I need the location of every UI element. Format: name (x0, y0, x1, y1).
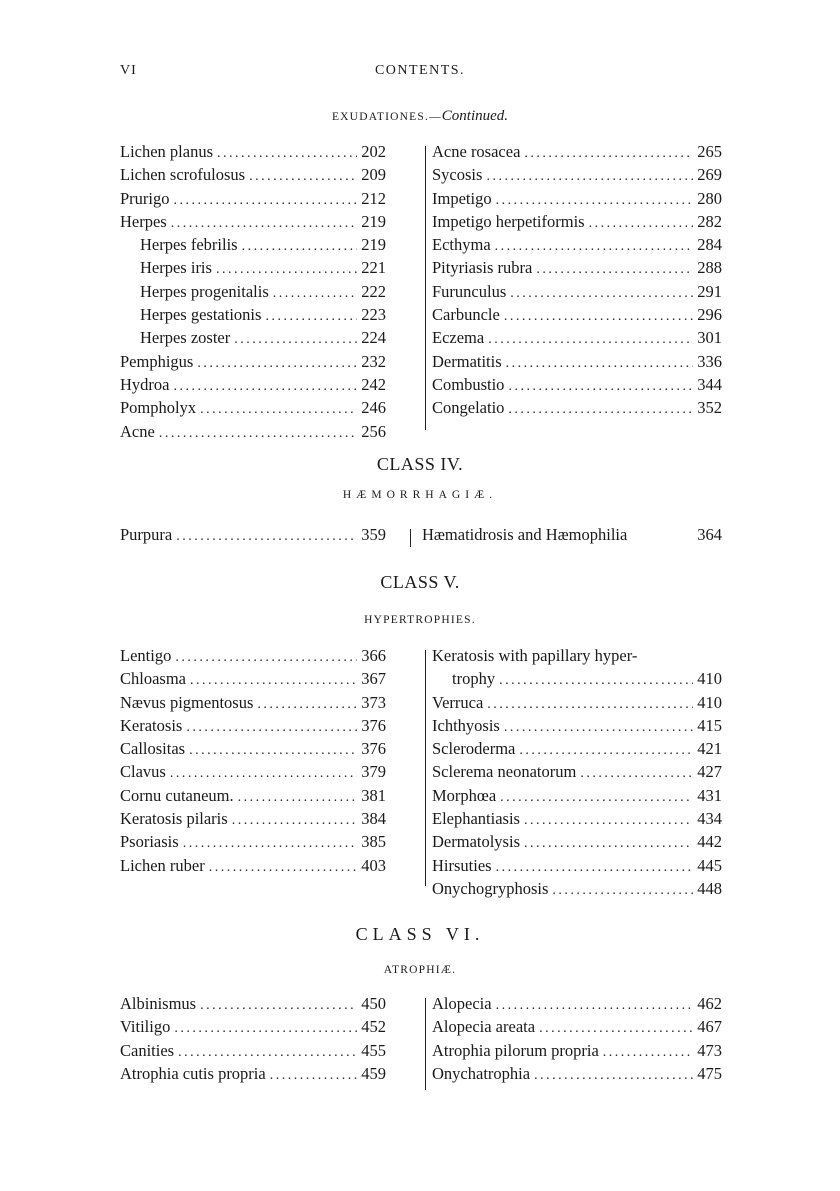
entry-page: 384 (361, 809, 386, 829)
entry-label: Clavus (120, 762, 166, 782)
leader-dots (524, 832, 693, 852)
entry-label: Keratosis with papillary hyper- (432, 646, 638, 665)
entry-label: Ichthyosis (432, 715, 500, 735)
leader-dots (171, 212, 358, 232)
entry-label: Atrophia cutis propria (120, 1063, 266, 1083)
entry-page: 442 (697, 832, 722, 852)
page-title: CONTENTS. (374, 63, 466, 78)
toc-entry (120, 716, 386, 739)
entry-label: Eczema (432, 328, 485, 348)
column-divider (425, 650, 426, 886)
toc-entry (432, 189, 722, 212)
leader-dots (183, 832, 358, 852)
entry-label: Hydroa (120, 374, 170, 394)
leader-dots (217, 142, 357, 162)
page-folio: VI (120, 63, 137, 78)
toc-entry (120, 1017, 386, 1040)
toc-entry (120, 693, 386, 716)
toc-entry (120, 189, 386, 212)
toc-entry (120, 1041, 386, 1064)
leader-dots (257, 693, 357, 713)
entry-page: 291 (697, 281, 722, 301)
leader-dots (175, 646, 357, 666)
entry-label: Alopecia areata (432, 1017, 536, 1037)
toc-entry (120, 165, 386, 188)
leader-dots (580, 762, 693, 782)
entry-label: Carbuncle (432, 305, 500, 325)
leader-dots (487, 693, 693, 713)
leader-dots (504, 305, 693, 325)
entry-page: 421 (697, 739, 722, 759)
toc-column-right (432, 994, 722, 1087)
entry-page: 415 (697, 715, 722, 735)
entry-label: Psoriasis (120, 832, 179, 852)
entry-page: 364 (697, 525, 722, 544)
entry-label: Onychogryphosis (432, 878, 549, 898)
leader-dots (589, 212, 694, 232)
toc-entry (432, 809, 722, 832)
toc-entry (432, 328, 722, 351)
entry-page: 410 (697, 669, 722, 689)
entry-label: Dermatolysis (432, 832, 520, 852)
class-title-iv: CLASS IV. (376, 454, 464, 474)
entry-label: Sclerema neonatorum (432, 762, 577, 782)
leader-dots (265, 305, 357, 325)
entry-label: Pityriasis rubra (432, 258, 533, 278)
entry-label: Scleroderma (432, 739, 516, 759)
toc-entry (432, 352, 722, 375)
entry-label: Herpes (120, 211, 167, 231)
toc-column-left (120, 646, 386, 879)
toc-entry (120, 525, 386, 548)
entry-label: Ecthyma (432, 235, 491, 255)
class-title-vi: CLASS VI. (355, 924, 485, 944)
leader-dots (510, 282, 693, 302)
entry-page: 284 (697, 235, 722, 255)
entry-page: 222 (361, 281, 386, 301)
toc-column-right (432, 646, 722, 902)
section-title-haemorrhagiae: HÆMORRHAGIÆ. (342, 489, 498, 501)
leader-dots (500, 786, 693, 806)
entry-page: 467 (697, 1017, 722, 1037)
entry-page: 223 (361, 305, 386, 325)
leader-dots (486, 165, 693, 185)
entry-page: 202 (361, 142, 386, 161)
toc-entry (120, 832, 386, 855)
toc-entry (120, 994, 386, 1017)
entry-page: 301 (697, 328, 722, 348)
leader-dots (189, 739, 357, 759)
entry-page: 376 (361, 715, 386, 735)
entry-label: Herpes iris (140, 258, 212, 278)
entry-page: 450 (361, 994, 386, 1013)
leader-dots (496, 994, 694, 1014)
entry-label: Onychatrophia (432, 1063, 531, 1083)
leader-dots (524, 142, 693, 162)
entry-page: 445 (697, 855, 722, 875)
leader-dots (506, 352, 694, 372)
entry-label: Keratosis (120, 715, 183, 735)
toc-subentry (120, 258, 386, 281)
leader-dots (209, 856, 358, 876)
toc-entry (120, 762, 386, 785)
entry-page: 431 (697, 785, 722, 805)
entry-page: 221 (361, 258, 386, 278)
entry-page: 265 (697, 142, 722, 161)
entry-page: 366 (361, 646, 386, 665)
entry-page: 256 (361, 421, 386, 441)
leader-dots (539, 1017, 693, 1037)
entry-page: 459 (361, 1063, 386, 1083)
entry-label: Hæmatidrosis and Hæmophilia (422, 525, 628, 544)
entry-page: 462 (697, 994, 722, 1013)
leader-dots (534, 1064, 693, 1084)
entry-label: Herpes progenitalis (140, 281, 269, 301)
toc-entry (432, 305, 722, 328)
toc-entry (432, 1041, 722, 1064)
leader-dots (488, 328, 693, 348)
entry-label: Dermatitis (432, 351, 502, 371)
entry-label: Impetigo (432, 188, 492, 208)
entry-page: 434 (697, 809, 722, 829)
entry-page: 224 (361, 328, 386, 348)
entry-label: Canities (120, 1040, 175, 1060)
section-title-text: EXUDATIONES.— (331, 111, 442, 123)
entry-label: Elephantiasis (432, 809, 520, 829)
leader-dots (496, 856, 694, 876)
leader-dots (186, 716, 357, 736)
toc-subentry (120, 235, 386, 258)
entry-label: Congelatio (432, 398, 505, 418)
class-title-v: CLASS V. (380, 572, 460, 592)
entry-label: Cornu cutaneum. (120, 785, 234, 805)
toc-entry (432, 716, 722, 739)
toc-entry (432, 375, 722, 398)
toc-entry (432, 739, 722, 762)
entry-page: 336 (697, 351, 722, 371)
toc-subentry (120, 282, 386, 305)
entry-label: Prurigo (120, 188, 170, 208)
leader-dots (178, 1041, 357, 1061)
entry-page: 212 (361, 188, 386, 208)
toc-entry (120, 398, 386, 421)
entry-label: trophy (452, 669, 496, 689)
entry-label: Acne rosacea (432, 142, 521, 161)
entry-label: Vitiligo (120, 1017, 171, 1037)
toc-entry (120, 422, 386, 445)
entry-label: Furunculus (432, 281, 507, 301)
leader-dots (536, 258, 693, 278)
entry-page: 452 (361, 1017, 386, 1037)
entry-label: Atrophia pilorum propria (432, 1040, 599, 1060)
entry-label: Herpes zoster (140, 328, 231, 348)
toc-entry (120, 375, 386, 398)
toc-entry (432, 1017, 722, 1040)
entry-label: Verruca (432, 692, 484, 712)
leader-dots (174, 189, 358, 209)
leader-dots (173, 375, 357, 395)
entry-label: Combustio (432, 374, 505, 394)
toc-block-class-vi (120, 994, 722, 1094)
entry-label: Callositas (120, 739, 186, 759)
section-title-exudationes (120, 108, 720, 125)
entry-page: 448 (697, 878, 722, 898)
entry-page: 473 (697, 1040, 722, 1060)
leader-dots (200, 994, 357, 1014)
entry-page: 381 (361, 785, 386, 805)
entry-page: 385 (361, 832, 386, 852)
leader-dots (238, 786, 358, 806)
leader-dots (270, 1064, 358, 1084)
entry-label: Morphœa (432, 785, 497, 805)
entry-page: 269 (697, 165, 722, 185)
leader-dots (273, 282, 357, 302)
toc-entry (422, 525, 722, 548)
toc-entry (432, 282, 722, 305)
toc-entry (432, 398, 722, 421)
entry-page: 403 (361, 855, 386, 875)
leader-dots (170, 762, 357, 782)
entry-page: 359 (361, 525, 386, 544)
entry-page: 246 (361, 398, 386, 418)
leader-dots (249, 165, 357, 185)
toc-entry (432, 258, 722, 281)
toc-entry (432, 1064, 722, 1087)
entry-label: Pompholyx (120, 398, 197, 418)
leader-dots (495, 235, 694, 255)
toc-block-class-v (120, 646, 722, 906)
entry-page: 455 (361, 1040, 386, 1060)
entry-page: 376 (361, 739, 386, 759)
toc-entry-continuation (432, 669, 722, 692)
leader-dots (508, 375, 693, 395)
toc-column-left (120, 142, 386, 445)
running-head (120, 63, 720, 85)
toc-entry (432, 994, 722, 1017)
entry-label: Lentigo (120, 646, 172, 665)
leader-dots (496, 189, 694, 209)
leader-dots (176, 525, 357, 545)
entry-page: 367 (361, 669, 386, 689)
toc-entry (120, 739, 386, 762)
toc-entry-multiline-head (432, 646, 722, 669)
toc-entry (120, 142, 386, 165)
entry-page: 219 (361, 235, 386, 255)
toc-subentry (120, 328, 386, 351)
entry-page: 379 (361, 762, 386, 782)
toc-entry (120, 856, 386, 879)
entry-page: 475 (697, 1063, 722, 1083)
entry-label: Hirsuties (432, 855, 492, 875)
entry-page: 427 (697, 762, 722, 782)
section-title-continued: Continued. (441, 108, 509, 124)
toc-entry (432, 165, 722, 188)
toc-entry (432, 856, 722, 879)
leader-dots (519, 739, 693, 759)
entry-page: 280 (697, 188, 722, 208)
entry-page: 282 (697, 211, 722, 231)
entry-label: Herpes febrilis (140, 235, 238, 255)
leader-dots (524, 809, 693, 829)
toc-entry (120, 212, 386, 235)
entry-label: Chloasma (120, 669, 186, 689)
toc-entry (120, 809, 386, 832)
entry-label: Sycosis (432, 165, 483, 185)
toc-entry (432, 142, 722, 165)
entry-label: Pemphigus (120, 351, 194, 371)
entry-label: Lichen planus (120, 142, 214, 161)
section-title-atrophiae: ATROPHIÆ. (383, 964, 457, 976)
leader-dots (174, 1017, 357, 1037)
leader-dots (232, 809, 358, 829)
entry-label: Impetigo herpetiformis (432, 211, 585, 231)
entry-page: 219 (361, 211, 386, 231)
leader-dots (603, 1041, 693, 1061)
column-divider (425, 998, 426, 1090)
toc-entry (432, 235, 722, 258)
toc-column-right (422, 525, 722, 548)
entry-page: 209 (361, 165, 386, 185)
toc-column-right (432, 142, 722, 422)
entry-page: 232 (361, 351, 386, 371)
entry-label: Acne (120, 421, 155, 441)
leader-dots (504, 716, 693, 736)
toc-entry (120, 786, 386, 809)
leader-dots (234, 328, 357, 348)
toc-entry (432, 762, 722, 785)
entry-page: 373 (361, 692, 386, 712)
entry-label: Purpura (120, 525, 173, 544)
entry-label: Alopecia (432, 994, 492, 1013)
entry-page: 352 (697, 398, 722, 418)
entry-label: Herpes gestationis (140, 305, 262, 325)
entry-page: 410 (697, 692, 722, 712)
leader-dots (190, 669, 357, 689)
toc-entry (120, 352, 386, 375)
toc-entry (432, 786, 722, 809)
leader-dots (508, 398, 693, 418)
entry-page: 296 (697, 305, 722, 325)
entry-label: Lichen ruber (120, 855, 205, 875)
toc-block-class-iv (120, 525, 722, 555)
toc-column-left (120, 994, 386, 1087)
toc-entry (120, 646, 386, 669)
leader-dots (200, 398, 357, 418)
leader-dots (197, 352, 357, 372)
entry-label: Albinismus (120, 994, 197, 1013)
toc-block-exudationes (120, 142, 722, 442)
column-divider (410, 529, 411, 547)
toc-column-left (120, 525, 386, 548)
leader-dots (552, 879, 693, 899)
section-title-hypertrophies: HYPERTROPHIES. (364, 614, 476, 626)
entry-page: 288 (697, 258, 722, 278)
toc-subentry (120, 305, 386, 328)
entry-label: Keratosis pilaris (120, 809, 228, 829)
entry-page: 242 (361, 374, 386, 394)
entry-label: Nævus pigmentosus (120, 692, 254, 712)
leader-dots (499, 669, 693, 689)
entry-page: 344 (697, 374, 722, 394)
column-divider (425, 146, 426, 430)
toc-entry (432, 212, 722, 235)
toc-entry (432, 693, 722, 716)
toc-entry (120, 1064, 386, 1087)
toc-entry (432, 879, 722, 902)
leader-dots (216, 258, 357, 278)
leader-dots (242, 235, 358, 255)
toc-entry (432, 832, 722, 855)
toc-entry (120, 669, 386, 692)
entry-label: Lichen scrofulosus (120, 165, 246, 185)
leader-dots (159, 422, 357, 442)
